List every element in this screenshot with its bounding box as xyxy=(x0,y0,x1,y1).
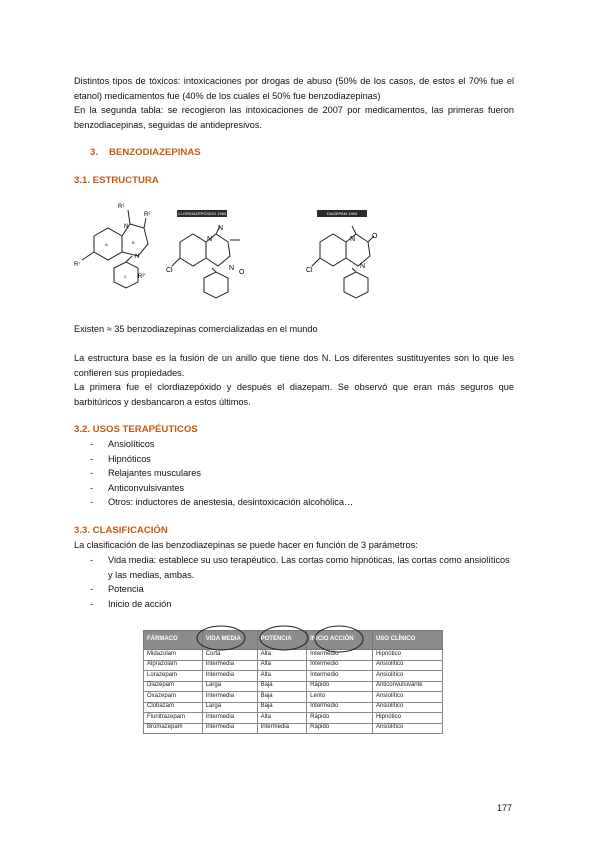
classification-list xyxy=(90,553,510,611)
table-cell: Corta xyxy=(202,650,257,661)
diazepam-structure xyxy=(300,222,395,307)
col-header-potency: POTENCIA xyxy=(257,631,307,650)
intro-paragraph-2: En la segunda tabla: se recogieron las intoxicaciones de 2007 por medicamentos, las primeras fueron benzodiacepinas, seguidas de antidepresivos. xyxy=(74,105,514,130)
table-cell: Intermedia xyxy=(202,671,257,682)
table-cell: Larga xyxy=(202,702,257,713)
atom-r1: R¹ xyxy=(118,204,125,210)
uses-heading: 3.2. USOS TERAPÉUTICOS xyxy=(74,424,198,435)
table-cell: Intermedio xyxy=(307,660,373,671)
list-item: - Potencia xyxy=(90,582,510,597)
atom-cl: Cl xyxy=(306,267,313,274)
classification-intro: La clasificación de las benzodiazepinas se puede hacer en función de 3 parámetros: xyxy=(74,540,418,550)
atom-n4: N xyxy=(360,263,366,270)
ring-c-label: C xyxy=(124,274,127,279)
table-cell: Rápido xyxy=(307,713,373,724)
table-cell: Larga xyxy=(202,681,257,692)
atom-nh: N xyxy=(218,225,224,232)
table-cell: Flunitrazepam xyxy=(144,713,203,724)
highlight-ellipse-potency xyxy=(260,626,308,650)
structure-heading: 3.1. ESTRUCTURA xyxy=(74,175,159,186)
table-cell: Bromazepam xyxy=(144,723,203,734)
table-row xyxy=(144,660,443,671)
table-row xyxy=(144,702,443,713)
atom-n4: N xyxy=(135,254,140,260)
atom-n4: N xyxy=(229,265,235,272)
table-cell: Intermedia xyxy=(202,713,257,724)
diazepam-label: DIAZEPAM 1963 xyxy=(317,210,367,217)
table-cell: Lento xyxy=(307,692,373,703)
ring-a-label: A xyxy=(105,242,108,247)
table-row xyxy=(144,681,443,692)
table-cell: Diazepam xyxy=(144,681,203,692)
atom-o: O xyxy=(372,233,378,240)
ring-b-label: B xyxy=(132,240,135,245)
section-title: BENZODIAZEPINAS xyxy=(109,147,201,158)
atom-r2-prime: R²' xyxy=(138,274,146,280)
atom-r7: R⁷ xyxy=(74,262,81,268)
atom-o: O xyxy=(239,269,245,276)
table-cell: Ansiolítico xyxy=(372,660,442,671)
atom-cl: Cl xyxy=(166,267,173,274)
table-cell: Hipnótico xyxy=(372,713,442,724)
benzene-ring-a xyxy=(94,228,122,260)
table-cell: Ansiolítico xyxy=(372,692,442,703)
table-cell: Ansiolítico xyxy=(372,723,442,734)
table-cell: Clobazam xyxy=(144,702,203,713)
page-number: 177 xyxy=(497,803,513,813)
col-header-onset: INICIO ACCIÓN xyxy=(307,631,373,650)
table-cell: Intermedia xyxy=(202,692,257,703)
table-row xyxy=(144,671,443,682)
table-cell: Intermedia xyxy=(202,660,257,671)
list-item: - Hipnóticos xyxy=(90,452,510,467)
table-cell: Midazolam xyxy=(144,650,203,661)
table-cell: Baja xyxy=(257,692,307,703)
col-header-drug: FÁRMACO xyxy=(144,631,203,650)
table-row xyxy=(144,692,443,703)
table-cell: Ansiolítico xyxy=(372,671,442,682)
col-header-clinical-use: USO CLÍNICO xyxy=(372,631,442,650)
table-row xyxy=(144,723,443,734)
classification-heading: 3.3. CLASIFICACIÓN xyxy=(74,525,168,536)
table-cell: Oxazepam xyxy=(144,692,203,703)
table-cell: Anticonvulsivante xyxy=(372,681,442,692)
structure-paragraph-1: Existen ≈ 35 benzodiazepinas comercializadas en el mundo xyxy=(74,324,318,334)
table-cell: Intermedia xyxy=(257,723,307,734)
list-item: - Inicio de acción xyxy=(90,597,510,612)
list-item: - Anticonvulsivantes xyxy=(90,481,510,496)
generic-benzodiazepine-structure xyxy=(74,188,154,298)
table-cell: Lorazepam xyxy=(144,671,203,682)
table-cell: Intermedio xyxy=(307,702,373,713)
atom-r2: R² xyxy=(144,212,151,218)
table-cell: Intermedio xyxy=(307,671,373,682)
list-item: - Otros: inductores de anestesia, desintoxicación alcohólica… xyxy=(90,495,510,510)
highlight-ellipse-half-life xyxy=(197,626,245,650)
list-item: - Ansiolíticos xyxy=(90,437,510,452)
list-item: - Relajantes musculares xyxy=(90,466,510,481)
intro-paragraph-1: Distintos tipos de tóxicos: intoxicaciones por drogas de abuso (50% de los casos, de estos el 70% fue el etanol) medicamentos fue (40% de los cuales el 50% fue benzodiazepinas) xyxy=(74,76,514,101)
atom-n1: N xyxy=(124,224,129,230)
chlordiazepoxide-structure xyxy=(160,222,255,307)
table-cell: Rápido xyxy=(307,681,373,692)
structure-paragraph-3: La primera fue el clordiazepóxido y después el diazepam. Se observó que eran más seguros que barbitúricos y desbancaron a estos últimos. xyxy=(74,382,514,407)
table-row xyxy=(144,713,443,724)
table-cell: Alta xyxy=(257,671,307,682)
chlordiazepoxide-label: CLORDIAZEPÓXIDO 1960 xyxy=(177,211,227,216)
atom-n1: N xyxy=(207,236,213,243)
list-item: - Vida media: establece su uso terapéutico. Las cortas como hipnóticas, las cortas como ansiolíticos y las medias, ambas. xyxy=(90,553,510,582)
structure-paragraph-2: La estructura base es la fusión de un anillo que tiene dos N. Los diferentes sustituyentes son lo que les confieren sus propiedades. xyxy=(74,353,514,378)
col-header-half-life: VIDA MEDIA xyxy=(202,631,257,650)
header-highlight-ellipses xyxy=(195,622,365,656)
atom-n1: N xyxy=(350,236,356,243)
table-cell: Baja xyxy=(257,681,307,692)
section-number: 3. xyxy=(90,147,99,158)
table-cell: Hipnótico xyxy=(372,650,442,661)
table-cell: Ansiolítico xyxy=(372,702,442,713)
table-cell: Intermedia xyxy=(202,723,257,734)
uses-list xyxy=(90,437,510,510)
table-cell: Alta xyxy=(257,650,307,661)
table-cell: Alta xyxy=(257,660,307,671)
table-cell: Alta xyxy=(257,713,307,724)
highlight-ellipse-onset xyxy=(315,626,363,652)
table-cell: Alprazolam xyxy=(144,660,203,671)
table-cell: Intermedio xyxy=(307,650,373,661)
table-cell: Baja xyxy=(257,702,307,713)
table-cell: Rápido xyxy=(307,723,373,734)
